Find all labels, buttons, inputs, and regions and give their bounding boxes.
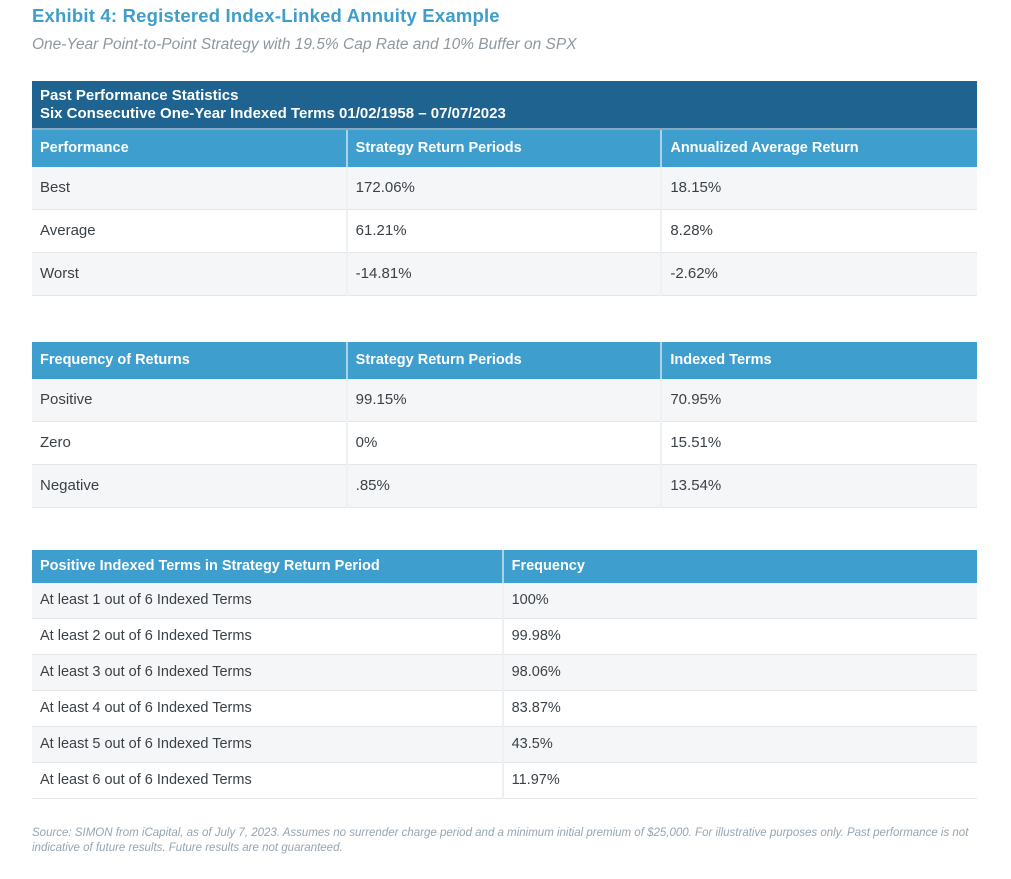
column-header: Strategy Return Periods: [347, 130, 662, 167]
frequency-of-returns-section: [32, 342, 977, 508]
band-title-line2: Six Consecutive One-Year Indexed Terms 01/02/1958 – 07/07/2023: [40, 104, 506, 122]
positive-indexed-terms-section: [32, 550, 977, 799]
table-cell: 18.15%: [661, 167, 977, 210]
table-cell: .85%: [347, 465, 662, 508]
column-header: Positive Indexed Terms in Strategy Return Period: [32, 550, 503, 583]
table-cell: 0%: [347, 422, 662, 465]
table-cell: At least 1 out of 6 Indexed Terms: [32, 583, 503, 619]
table-cell: 43.5%: [503, 727, 977, 763]
table-title-band: [32, 81, 977, 130]
table-row: [32, 379, 977, 422]
header-row: [32, 342, 977, 379]
table-cell: 15.51%: [661, 422, 977, 465]
page-title: Exhibit 4: Registered Index-Linked Annuity Example: [32, 5, 500, 26]
table-cell: At least 3 out of 6 Indexed Terms: [32, 655, 503, 691]
table-cell: At least 4 out of 6 Indexed Terms: [32, 691, 503, 727]
table-cell: 70.95%: [661, 379, 977, 422]
table-row: [32, 167, 977, 210]
frequency-of-returns-table: [32, 342, 977, 508]
table-cell: At least 5 out of 6 Indexed Terms: [32, 727, 503, 763]
table-row: [32, 465, 977, 508]
column-header: Frequency of Returns: [32, 342, 347, 379]
table-cell: 8.28%: [661, 210, 977, 253]
column-header: Indexed Terms: [661, 342, 977, 379]
table-cell: At least 2 out of 6 Indexed Terms: [32, 619, 503, 655]
column-header: Annualized Average Return: [661, 130, 977, 167]
table-row: [32, 422, 977, 465]
column-header: Strategy Return Periods: [347, 342, 662, 379]
table-cell: Positive: [32, 379, 347, 422]
table-cell: 172.06%: [347, 167, 662, 210]
table-cell: 83.87%: [503, 691, 977, 727]
table-row: [32, 655, 977, 691]
table-cell: -2.62%: [661, 253, 977, 296]
table-cell: Negative: [32, 465, 347, 508]
table-row: [32, 763, 977, 799]
positive-indexed-terms-table: [32, 550, 977, 799]
table-cell: 61.21%: [347, 210, 662, 253]
past-performance-section: [32, 81, 977, 296]
table-row: [32, 253, 977, 296]
column-header: Frequency: [503, 550, 977, 583]
table-cell: 99.98%: [503, 619, 977, 655]
table-cell: -14.81%: [347, 253, 662, 296]
table-cell: Average: [32, 210, 347, 253]
table-cell: 100%: [503, 583, 977, 619]
band-title-line1: Past Performance Statistics: [40, 87, 239, 104]
table-row: [32, 691, 977, 727]
column-header: Performance: [32, 130, 347, 167]
table-cell: 99.15%: [347, 379, 662, 422]
table-cell: 98.06%: [503, 655, 977, 691]
header-row: [32, 130, 977, 167]
table-cell: 11.97%: [503, 763, 977, 799]
source-footnote: Source: SIMON from iCapital, as of July 7, 2023. Assumes no surrender charge period and a minimum initial premium of $25,000. For illustrative purposes only. Past performance is not indicative of future results. Future results are not guaranteed.: [32, 827, 969, 854]
table-cell: Zero: [32, 422, 347, 465]
past-performance-table: [32, 130, 977, 296]
table-row: [32, 619, 977, 655]
table-cell: Best: [32, 167, 347, 210]
table-cell: Worst: [32, 253, 347, 296]
table-cell: 13.54%: [661, 465, 977, 508]
page-subtitle: One-Year Point-to-Point Strategy with 19.5% Cap Rate and 10% Buffer on SPX: [32, 36, 577, 53]
table-row: [32, 583, 977, 619]
header-row: [32, 550, 977, 583]
table-row: [32, 727, 977, 763]
table-row: [32, 210, 977, 253]
table-cell: At least 6 out of 6 Indexed Terms: [32, 763, 503, 799]
